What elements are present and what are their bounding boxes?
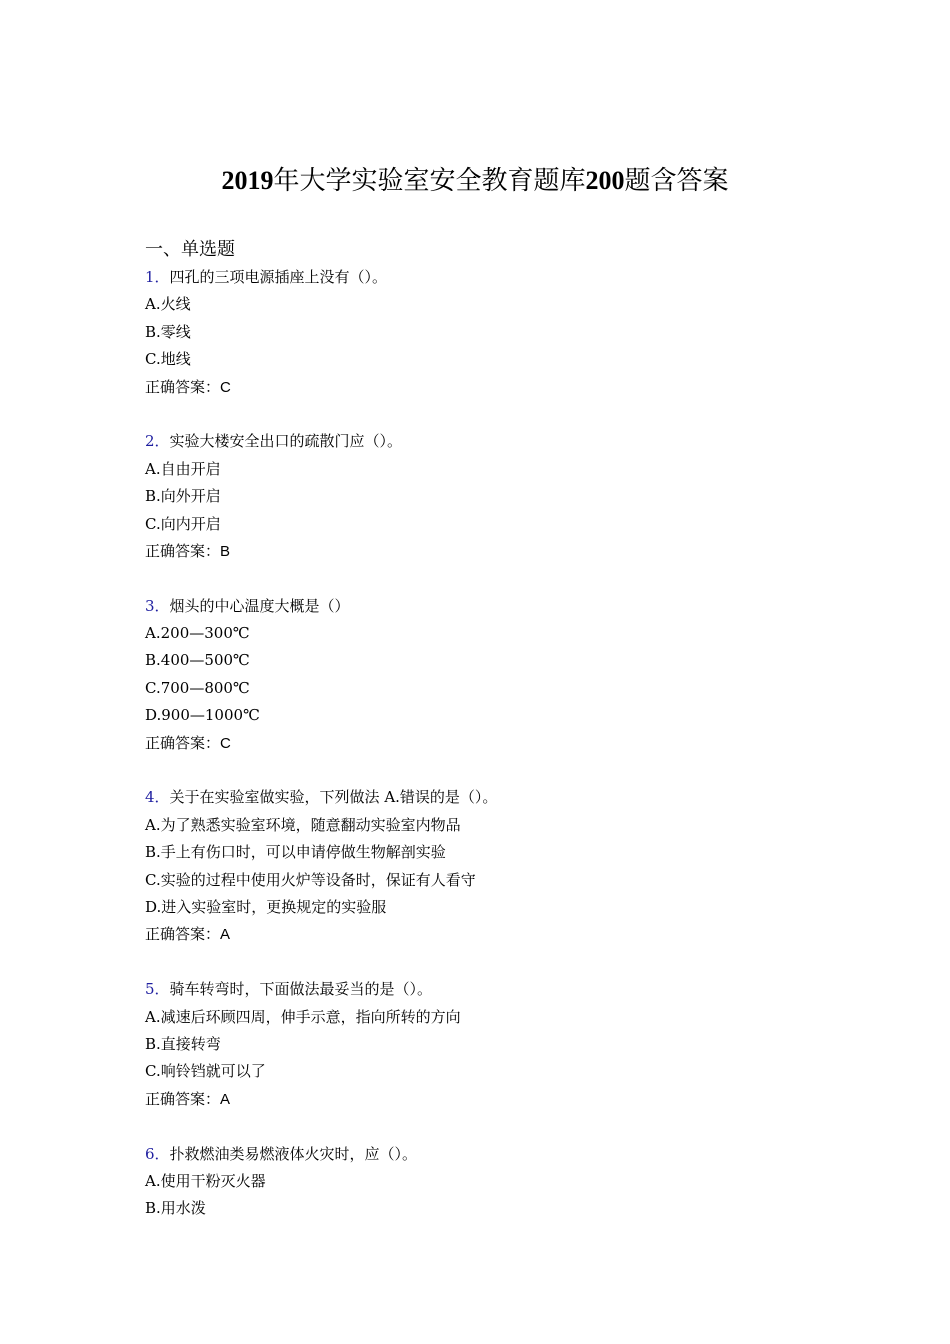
correct-answer-label: 正确答案： <box>145 1089 221 1108</box>
answer-option: B.用水泼 <box>145 1199 206 1218</box>
correct-answer-value: A <box>220 926 231 944</box>
title-count: 200 <box>585 166 625 195</box>
answer-option: C.地线 <box>145 350 191 369</box>
question-number: 1． <box>145 268 170 286</box>
correct-answer <box>145 538 845 565</box>
question-block <box>145 784 845 976</box>
answer-option: A.火线 <box>145 295 191 314</box>
answer-option: A.为了熟悉实验室环境，随意翻动实验室内物品 <box>145 815 461 834</box>
question-block <box>145 428 845 592</box>
question-prompt: 实验大楼安全出口的疏散门应（）。 <box>169 432 403 451</box>
answer-option: A.自由开启 <box>145 459 221 478</box>
question-spacer <box>145 757 845 784</box>
answer-option: C.700—800℃ <box>145 678 250 697</box>
document-title <box>0 163 950 199</box>
question-spacer <box>145 565 845 592</box>
correct-answer-label: 正确答案： <box>145 925 221 944</box>
question-text <box>145 264 845 291</box>
question-block <box>145 1141 845 1223</box>
question-prompt: 四孔的三项电源插座上没有（）。 <box>169 268 388 286</box>
question-list <box>145 236 845 1223</box>
question-number: 4． <box>145 788 170 807</box>
correct-answer-label: 正确答案： <box>145 733 221 752</box>
answer-option: B.零线 <box>145 322 191 341</box>
question-number: 6． <box>145 1144 170 1163</box>
question-prompt: 扑救燃油类易燃液体火灾时，应（）。 <box>169 1144 418 1163</box>
correct-answer-label: 正确答案： <box>145 377 221 396</box>
answer-option: C.响铃铛就可以了 <box>145 1062 266 1081</box>
question-text <box>145 593 845 620</box>
question-prompt: 关于在实验室做实验，下列做法 A.错误的是（）。 <box>169 788 498 807</box>
answer-option: B.手上有伤口时，可以申请停做生物解剖实验 <box>145 843 446 862</box>
answer-option: B.向外开启 <box>145 487 221 506</box>
correct-answer-value: A <box>220 1090 231 1108</box>
question-block <box>145 593 845 785</box>
correct-answer-value: B <box>220 542 231 560</box>
answer-option: B.400—500℃ <box>145 651 250 670</box>
answer-option: B.直接转弯 <box>145 1034 221 1053</box>
answer-option: D.进入实验室时，更换规定的实验服 <box>145 897 387 916</box>
question-prompt: 骑车转弯时，下面做法最妥当的是（）。 <box>169 980 433 999</box>
correct-answer-label: 正确答案： <box>145 541 221 560</box>
title-year: 2019 <box>221 166 274 195</box>
question-text <box>145 428 845 455</box>
question-block <box>145 264 845 428</box>
question-text <box>145 1141 845 1168</box>
section-heading: 一、单选题 <box>145 239 235 260</box>
correct-answer <box>145 374 845 401</box>
correct-answer-value: C <box>220 378 231 396</box>
question-block <box>145 976 845 1140</box>
question-spacer <box>145 401 845 428</box>
answer-option: A.使用干粉灭火器 <box>145 1171 266 1190</box>
correct-answer <box>145 1086 845 1113</box>
question-text <box>145 784 845 811</box>
correct-answer <box>145 730 845 757</box>
question-text <box>145 976 845 1003</box>
answer-option: C.向内开启 <box>145 514 221 533</box>
correct-answer-value: C <box>220 734 231 752</box>
answer-option: A.200—300℃ <box>145 624 250 643</box>
title-text-2: 题含答案 <box>624 166 729 195</box>
question-number: 5． <box>145 980 170 999</box>
question-spacer <box>145 1113 845 1140</box>
answer-option: D.900—1000℃ <box>145 706 260 725</box>
answer-option: A.减速后环顾四周，伸手示意，指向所转的方向 <box>145 1007 461 1026</box>
questions-container <box>145 264 845 1223</box>
question-number: 3． <box>145 596 170 615</box>
question-number: 2． <box>145 432 170 451</box>
title-text-1: 年大学实验室安全教育题库 <box>273 166 586 195</box>
question-spacer <box>145 949 845 976</box>
correct-answer <box>145 921 845 948</box>
question-prompt: 烟头的中心温度大概是（） <box>169 596 350 615</box>
answer-option: C.实验的过程中使用火炉等设备时，保证有人看守 <box>145 870 476 889</box>
